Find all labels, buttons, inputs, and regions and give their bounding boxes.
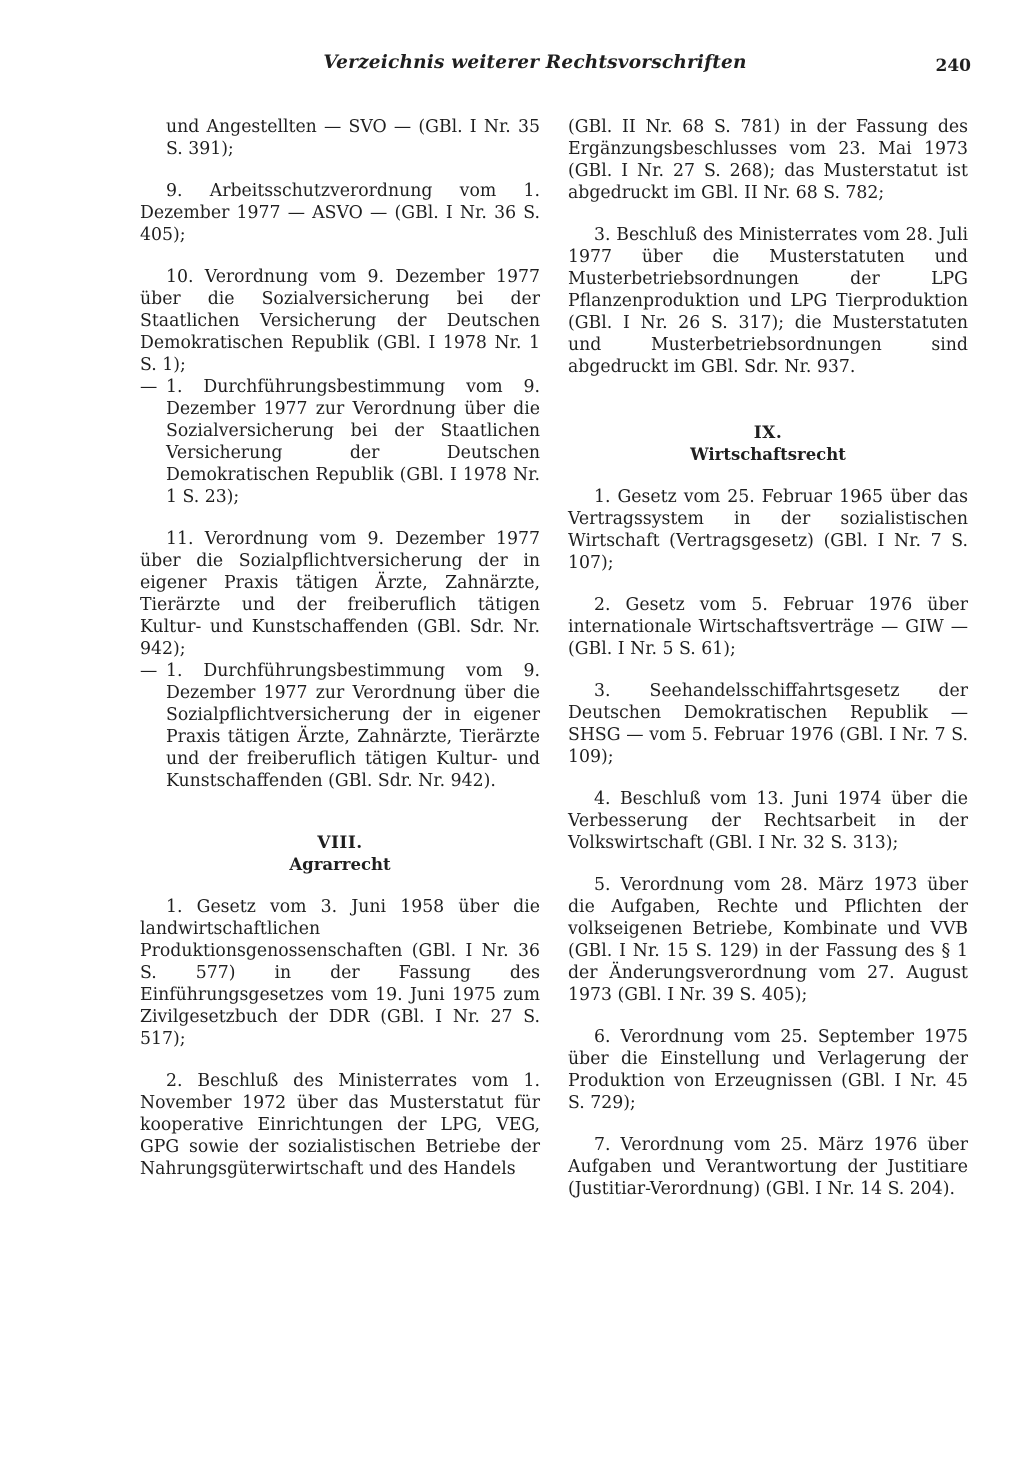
sub-item-text: 1. Durchführungsbestimmung vom 9. Dezember 1977 zur Verordnung über die Sozialpflichtversicherung der in eigener Praxis tätigen Ärzte, Zahnärzte, Tierärzte und der freiberuflich tätigen Kultur- und Kunstschaffenden (GBl. Sdr. Nr. 942).	[166, 661, 540, 791]
paragraph-ix-2: 2. Gesetz vom 5. Februar 1976 über internationale Wirtschaftsverträge — GIW — (GBl. I Nr. 5 S. 61);	[568, 595, 968, 659]
paragraph-ix-7: 7. Verordnung vom 25. März 1976 über Aufgaben und Verantwortung der Justitiare (Justitiar-Verordnung) (GBl. I Nr. 14 S. 204).	[568, 1135, 968, 1199]
paragraph-viii-2-continuation: (GBl. II Nr. 68 S. 781) in der Fassung des Ergänzungsbeschlusses vom 23. Mai 1973 (GBl. I Nr. 27 S. 268); das Musterstatut ist abgedruckt im GBl. II Nr. 68 S. 782;	[568, 117, 968, 203]
paragraph-ix-1: 1. Gesetz vom 25. Februar 1965 über das Vertragssystem in der sozialistischen Wirtschaft (Vertragsgesetz) (GBl. I Nr. 7 S. 107);	[568, 487, 968, 573]
paragraph-ix-3: 3. Seehandelsschiffahrtsgesetz der Deutschen Demokratischen Republik — SHSG — vom 5. Februar 1976 (GBl. I Nr. 7 S. 109);	[568, 681, 968, 767]
paragraph-item-11: 11. Verordnung vom 9. Dezember 1977 über die Sozialpflichtversicherung der in eigener Praxis tätigen Ärzte, Zahnärzte, Tierärzte und der freiberuflich tätigen Kultur- und Kunstschaffenden (GBl. Sdr. Nr. 942);	[140, 529, 540, 659]
dash-marker: —	[140, 377, 158, 397]
paragraph-item-10: 10. Verordnung vom 9. Dezember 1977 über die Sozialversicherung bei der Staatlichen Versicherung der Deutschen Demokratischen Republik (GBl. I 1978 Nr. 1 S. 1);	[140, 267, 540, 375]
dash-marker: —	[140, 661, 158, 681]
paragraph-item-9: 9. Arbeitsschutzverordnung vom 1. Dezember 1977 — ASVO — (GBl. I Nr. 36 S. 405);	[140, 181, 540, 245]
section-heading-ix	[568, 422, 968, 466]
page-number: 240	[935, 56, 971, 76]
paragraph-item-11-sub	[140, 660, 540, 792]
section-title: Agrarrecht	[289, 855, 391, 874]
left-column	[140, 116, 540, 1200]
running-title: Verzeichnis weiterer Rechtsvorschriften	[323, 52, 747, 73]
section-title: Wirtschaftsrecht	[690, 445, 846, 464]
paragraph-viii-2: 2. Beschluß des Ministerrates vom 1. November 1972 über das Musterstatut für kooperative Einrichtungen der LPG, VEG, GPG sowie der sozialistischen Betriebe der Nahrungsgüterwirtschaft und des Handels	[140, 1071, 540, 1179]
right-column	[568, 116, 968, 398]
paragraph-ix-4: 4. Beschluß vom 13. Juni 1974 über die Verbesserung der Rechtsarbeit in der Volkswirtschaft (GBl. I Nr. 32 S. 313);	[568, 789, 968, 853]
right-column-section-ix	[568, 422, 968, 1220]
paragraph-continuation: und Angestellten — SVO — (GBl. I Nr. 35 S. 391);	[166, 117, 540, 159]
paragraph-viii-1: 1. Gesetz vom 3. Juni 1958 über die landwirtschaftlichen Produktionsgenossenschaften (GBl. I Nr. 36 S. 577) in der Fassung des Einführungsgesetzes vom 19. Juni 1975 zum Zivilgesetzbuch der DDR (GBl. I Nr. 27 S. 517);	[140, 897, 540, 1049]
paragraph-ix-5: 5. Verordnung vom 28. März 1973 über die Aufgaben, Rechte und Pflichten der volkseigenen Betriebe, Kombinate und VVB (GBl. I Nr. 15 S. 129) in der Fassung des § 1 der Änderungsverordnung vom 27. August 1973 (GBl. I Nr. 39 S. 405);	[568, 875, 968, 1005]
section-number: VIII.	[317, 833, 363, 853]
section-heading-viii	[140, 832, 540, 876]
section-number: IX.	[753, 423, 783, 443]
paragraph-item-10-sub	[140, 376, 540, 508]
paragraph-ix-6: 6. Verordnung vom 25. September 1975 über die Einstellung und Verlagerung der Produktion von Erzeugnissen (GBl. I Nr. 45 S. 729);	[568, 1027, 968, 1113]
paragraph-viii-3: 3. Beschluß des Ministerrates vom 28. Juli 1977 über die Musterstatuten und Musterbetriebsordnungen der LPG Pflanzenproduktion und LPG Tierproduktion (GBl. I Nr. 26 S. 317); die Musterstatuten und Musterbetriebsordnungen sind abgedruckt im GBl. Sdr. Nr. 937.	[568, 225, 968, 377]
sub-item-text: 1. Durchführungsbestimmung vom 9. Dezember 1977 zur Verordnung über die Sozialversicherung bei der Staatlichen Versicherung der Deutschen Demokratischen Republik (GBl. I 1978 Nr. 1 S. 23);	[166, 377, 540, 507]
